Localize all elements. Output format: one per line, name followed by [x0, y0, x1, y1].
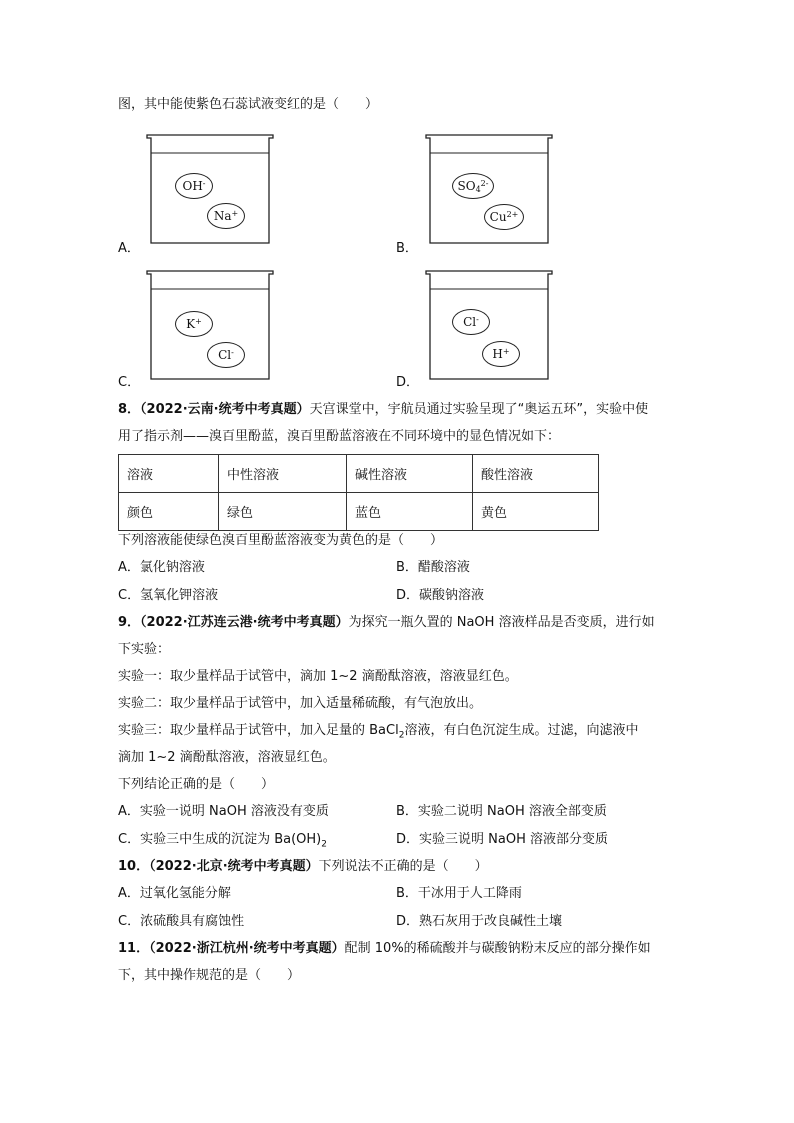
- q9-option-b: B．实验二说明 NaOH 溶液全部变质: [396, 804, 607, 819]
- table-cell: 黄色: [473, 493, 599, 531]
- q9-exp3-text-a: 实验三：取少量样品于试管中，加入足量的 BaCl: [118, 723, 399, 738]
- beaker-d: [424, 269, 554, 387]
- q11-source: （2022·浙江杭州·统考中考真题）: [149, 941, 345, 956]
- ion-k: K+: [175, 311, 213, 337]
- indicator-color-table: [118, 454, 599, 531]
- ion-cl: Cl-: [207, 342, 245, 368]
- q9-stem: 为探究一瓶久置的 NaOH 溶液样品是否变质，进行如: [348, 615, 655, 630]
- q8-option-d: D．碳酸钠溶液: [396, 588, 485, 603]
- ion-na: Na+: [207, 203, 245, 229]
- q10-stem: [118, 858, 488, 876]
- q9-number: 9．: [118, 615, 141, 630]
- q7-option-b-label: B．: [396, 241, 418, 256]
- table-cell: 中性溶液: [219, 455, 347, 493]
- q8-stem-line1: [118, 401, 648, 419]
- q8-stem-line2: 用了指示剂——溴百里酚蓝，溴百里酚蓝溶液在不同环境中的显色情况如下：: [118, 429, 561, 444]
- q9-exp3-text-b: 溶液，有白色沉淀生成。过滤，向滤液中: [404, 723, 639, 738]
- q8-number: 8．: [118, 402, 141, 417]
- q9-option-d: D．实验三说明 NaOH 溶液部分变质: [396, 832, 608, 847]
- beaker-c: [145, 269, 275, 387]
- table-cell: 颜色: [119, 493, 219, 531]
- q9-option-c: [118, 831, 327, 854]
- q11-stem-line2: 下，其中操作规范的是（ ）: [118, 968, 301, 983]
- q9-stem-line1: [118, 614, 655, 632]
- ion-cu: $Cu^{2+}$: [484, 204, 524, 230]
- q9-option-c-text: C．实验三中生成的沉淀为 Ba(OH): [118, 832, 322, 847]
- q7-option-a-label: A．: [118, 241, 140, 256]
- ion-so4: $SO_4^{2-}$: [452, 173, 494, 199]
- beaker-d-outline: [424, 269, 554, 387]
- ion-oh: OH-: [175, 173, 213, 199]
- q11-stem-line1: [118, 940, 651, 958]
- q8-stem: 天宫课堂中，宇航员通过实验呈现了“奥运五环”，实验中使: [309, 402, 649, 417]
- q8-option-c: C．氢氧化钾溶液: [118, 588, 219, 603]
- q9-experiment-3: [118, 722, 638, 745]
- q9-question: 下列结论正确的是（ ）: [118, 777, 275, 792]
- q9-experiment-1: 实验一：取少量样品于试管中，滴加 1~2 滴酚酞溶液，溶液显红色。: [118, 669, 518, 684]
- ion-cl: Cl-: [452, 309, 490, 335]
- q9-experiment-3-line2: 滴加 1~2 滴酚酞溶液，溶液显红色。: [118, 750, 336, 765]
- table-cell: 蓝色: [347, 493, 473, 531]
- q10-number: 10．: [118, 859, 150, 874]
- q10-stem-text: 下列说法不正确的是（ ）: [318, 859, 488, 874]
- q11-number: 11．: [118, 941, 150, 956]
- ion-h: H+: [482, 341, 520, 367]
- table-cell: 绿色: [219, 493, 347, 531]
- table-cell: 酸性溶液: [473, 455, 599, 493]
- table-row: [119, 493, 599, 531]
- beaker-b: [424, 133, 554, 251]
- q10-source: （2022·北京·统考中考真题）: [149, 859, 319, 874]
- q7-option-d-label: D．: [396, 375, 420, 390]
- q11-stem: 配制 10%的稀硫酸并与碳酸钠粉末反应的部分操作如: [344, 941, 651, 956]
- q7-stem: 图，其中能使紫色石蕊试液变红的是（ ）: [118, 97, 379, 112]
- q8-source: （2022·云南·统考中考真题）: [140, 402, 310, 417]
- q8-option-a: A．氯化钠溶液: [118, 560, 205, 575]
- beaker-a: [145, 133, 275, 251]
- q9-exp3-subscript: 2: [398, 730, 405, 741]
- table-row: [119, 455, 599, 493]
- q9-source: （2022·江苏连云港·统考中考真题）: [140, 615, 349, 630]
- q10-option-b: B．干冰用于人工降雨: [396, 886, 522, 901]
- q10-option-c: C．浓硫酸具有腐蚀性: [118, 914, 245, 929]
- q9-experiment-2: 实验二：取少量样品于试管中，加入适量稀硫酸，有气泡放出。: [118, 696, 483, 711]
- table-cell: 碱性溶液: [347, 455, 473, 493]
- q8-question: 下列溶液能使绿色溴百里酚蓝溶液变为黄色的是（ ）: [118, 533, 444, 548]
- q8-option-b: B．醋酸溶液: [396, 560, 470, 575]
- q7-option-c-label: C．: [118, 375, 141, 390]
- q9-stem-line2: 下实验：: [118, 642, 171, 657]
- q10-option-d: D．熟石灰用于改良碱性土壤: [396, 914, 563, 929]
- q10-option-a: A．过氧化氢能分解: [118, 886, 231, 901]
- q9-option-a: A．实验一说明 NaOH 溶液没有变质: [118, 804, 329, 819]
- q9-option-c-subscript: 2: [321, 839, 327, 850]
- table-cell: 溶液: [119, 455, 219, 493]
